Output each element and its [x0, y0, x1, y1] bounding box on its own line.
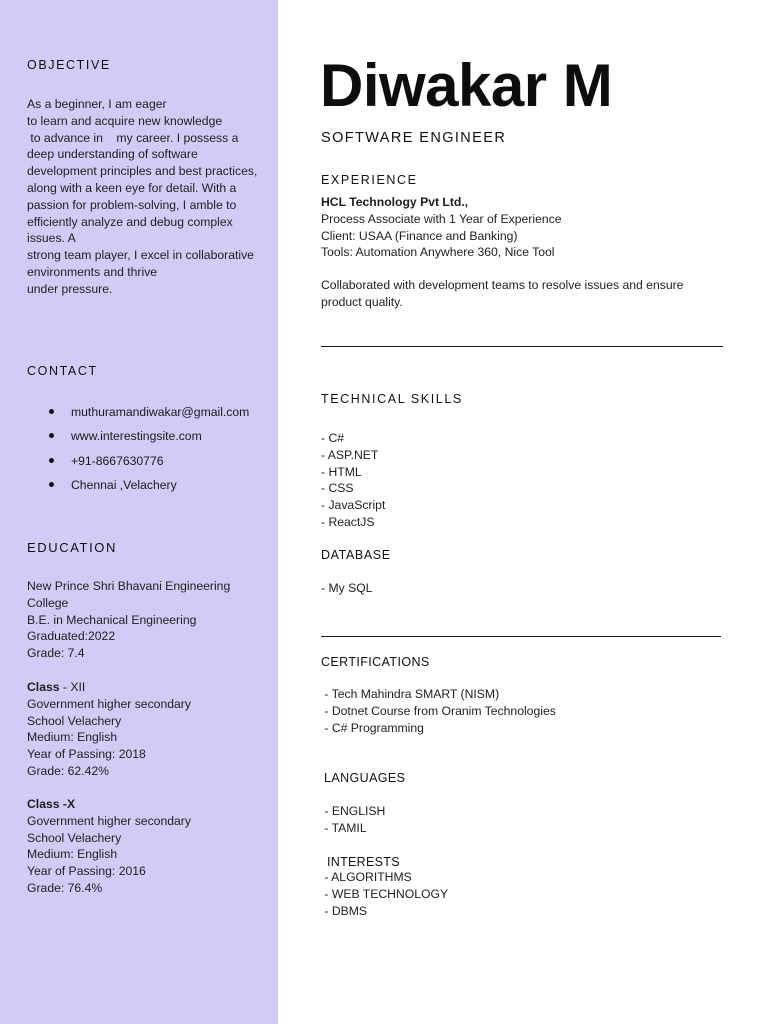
database-heading: DATABASE: [321, 548, 391, 562]
contact-list: [27, 404, 277, 501]
certification-item: - C# Programming: [321, 720, 424, 735]
contact-email[interactable]: [27, 404, 277, 428]
education-line: College: [27, 595, 69, 610]
interest-item: - DBMS: [321, 903, 368, 918]
education-line: Graduated:2022: [27, 629, 116, 644]
education-line: Government higher secondary: [27, 813, 191, 828]
objective-line: deep understanding of software: [27, 147, 198, 162]
education-line: Grade: 76.4%: [27, 880, 103, 895]
education-line: New Prince Shri Bhavani Engineering: [27, 579, 231, 593]
experience-line: Process Associate with 1 Year of Experience: [321, 211, 562, 226]
skill-item: - JavaScript: [321, 498, 386, 513]
language-item: - ENGLISH: [321, 804, 386, 818]
education-line: Medium: English: [27, 730, 118, 745]
education-line: Year of Passing: 2016: [27, 864, 146, 879]
objective-heading: OBJECTIVE: [27, 58, 111, 72]
languages-list: [321, 803, 385, 837]
interests-heading: INTERESTS: [327, 855, 400, 869]
education-line: Grade: 7.4: [27, 646, 85, 661]
education-heading: EDUCATION: [27, 540, 117, 555]
certifications-heading: CERTIFICATIONS: [321, 655, 430, 669]
education-college: [27, 578, 230, 662]
education-class12: [27, 679, 191, 780]
objective-line: efficiently analyze and debug complex: [27, 214, 233, 229]
experience-line: Client: USAA (Finance and Banking): [321, 228, 518, 243]
certifications-list: [321, 686, 556, 736]
candidate-role: SOFTWARE ENGINEER: [321, 130, 507, 146]
experience-line: Tools: Automation Anywhere 360, Nice Tool: [321, 245, 555, 260]
objective-line: development principles and best practices,: [27, 164, 258, 179]
education-class10: [27, 796, 191, 897]
class10-label: Class -X: [27, 797, 76, 811]
skill-item: - ASP.NET: [321, 447, 379, 462]
experience-summary-line: product quality.: [321, 294, 403, 309]
section-divider: [321, 636, 721, 637]
technical-skills-heading: TECHNICAL SKILLS: [321, 392, 463, 406]
objective-line: along with a keen eye for detail. With a: [27, 180, 237, 195]
contact-location-text: Chennai ,Velachery: [71, 477, 177, 492]
skill-item: - CSS: [321, 481, 354, 496]
certification-item: - Tech Mahindra SMART (NISM): [321, 687, 500, 701]
contact-location: [27, 477, 277, 501]
interests-list: [321, 869, 448, 919]
education-line: Government higher secondary: [27, 696, 191, 711]
candidate-name: Diwakar M: [320, 52, 613, 119]
objective-line: environments and thrive: [27, 264, 158, 279]
objective-line: passion for problem-solving, I amble to: [27, 197, 237, 212]
objective-line: issues. A: [27, 231, 76, 246]
education-line: School Velachery: [27, 830, 122, 845]
interest-item: - WEB TECHNOLOGY: [321, 886, 449, 901]
database-list: [321, 580, 372, 597]
education-line: Medium: English: [27, 847, 118, 862]
objective-line: to advance in my career. I possess a: [27, 130, 239, 145]
education-line: School Velachery: [27, 713, 122, 728]
database-item: - My SQL: [321, 581, 373, 595]
section-divider: [321, 346, 723, 347]
contact-email-text: muthuramandiwakar@gmail.com: [71, 405, 250, 419]
experience-details: [321, 194, 562, 261]
objective-line: under pressure.: [27, 281, 113, 296]
contact-heading: CONTACT: [27, 364, 98, 378]
certification-item: - Dotnet Course from Oranim Technologies: [321, 703, 556, 718]
class12-suffix: - XII: [59, 680, 86, 694]
experience-summary: [321, 277, 683, 311]
education-line: Grade: 62.42%: [27, 763, 109, 778]
bullet-icon: [49, 409, 54, 414]
bullet-icon: [49, 482, 54, 487]
contact-phone-text: +91-8667630776: [71, 453, 164, 468]
class12-title: [27, 679, 191, 696]
contact-phone: [27, 453, 277, 477]
skill-item: - HTML: [321, 464, 362, 479]
class12-label: Class: [27, 680, 60, 694]
bullet-icon: [49, 458, 54, 463]
experience-summary-line: Collaborated with development teams to resolve issues and ensure: [321, 278, 684, 292]
contact-website[interactable]: [27, 428, 277, 452]
languages-heading: LANGUAGES: [324, 771, 406, 785]
objective-line: strong team player, I excel in collaborative: [27, 248, 254, 263]
education-line: B.E. in Mechanical Engineering: [27, 612, 197, 627]
objective-line: to learn and acquire new knowledge: [27, 113, 223, 128]
objective-line: As a beginner, I am eager: [27, 97, 167, 111]
technical-skills-list: [321, 430, 385, 531]
bullet-icon: [49, 433, 54, 438]
skill-item: - ReactJS: [321, 514, 375, 529]
skill-item: - C#: [321, 431, 345, 445]
interest-item: - ALGORITHMS: [321, 870, 412, 884]
language-item: - TAMIL: [321, 820, 367, 835]
education-line: Year of Passing: 2018: [27, 747, 146, 762]
experience-heading: EXPERIENCE: [321, 173, 418, 187]
experience-company: HCL Technology Pvt Ltd.,: [321, 195, 469, 209]
contact-website-text: www.interestingsite.com: [71, 429, 202, 444]
objective-text: [27, 96, 257, 298]
